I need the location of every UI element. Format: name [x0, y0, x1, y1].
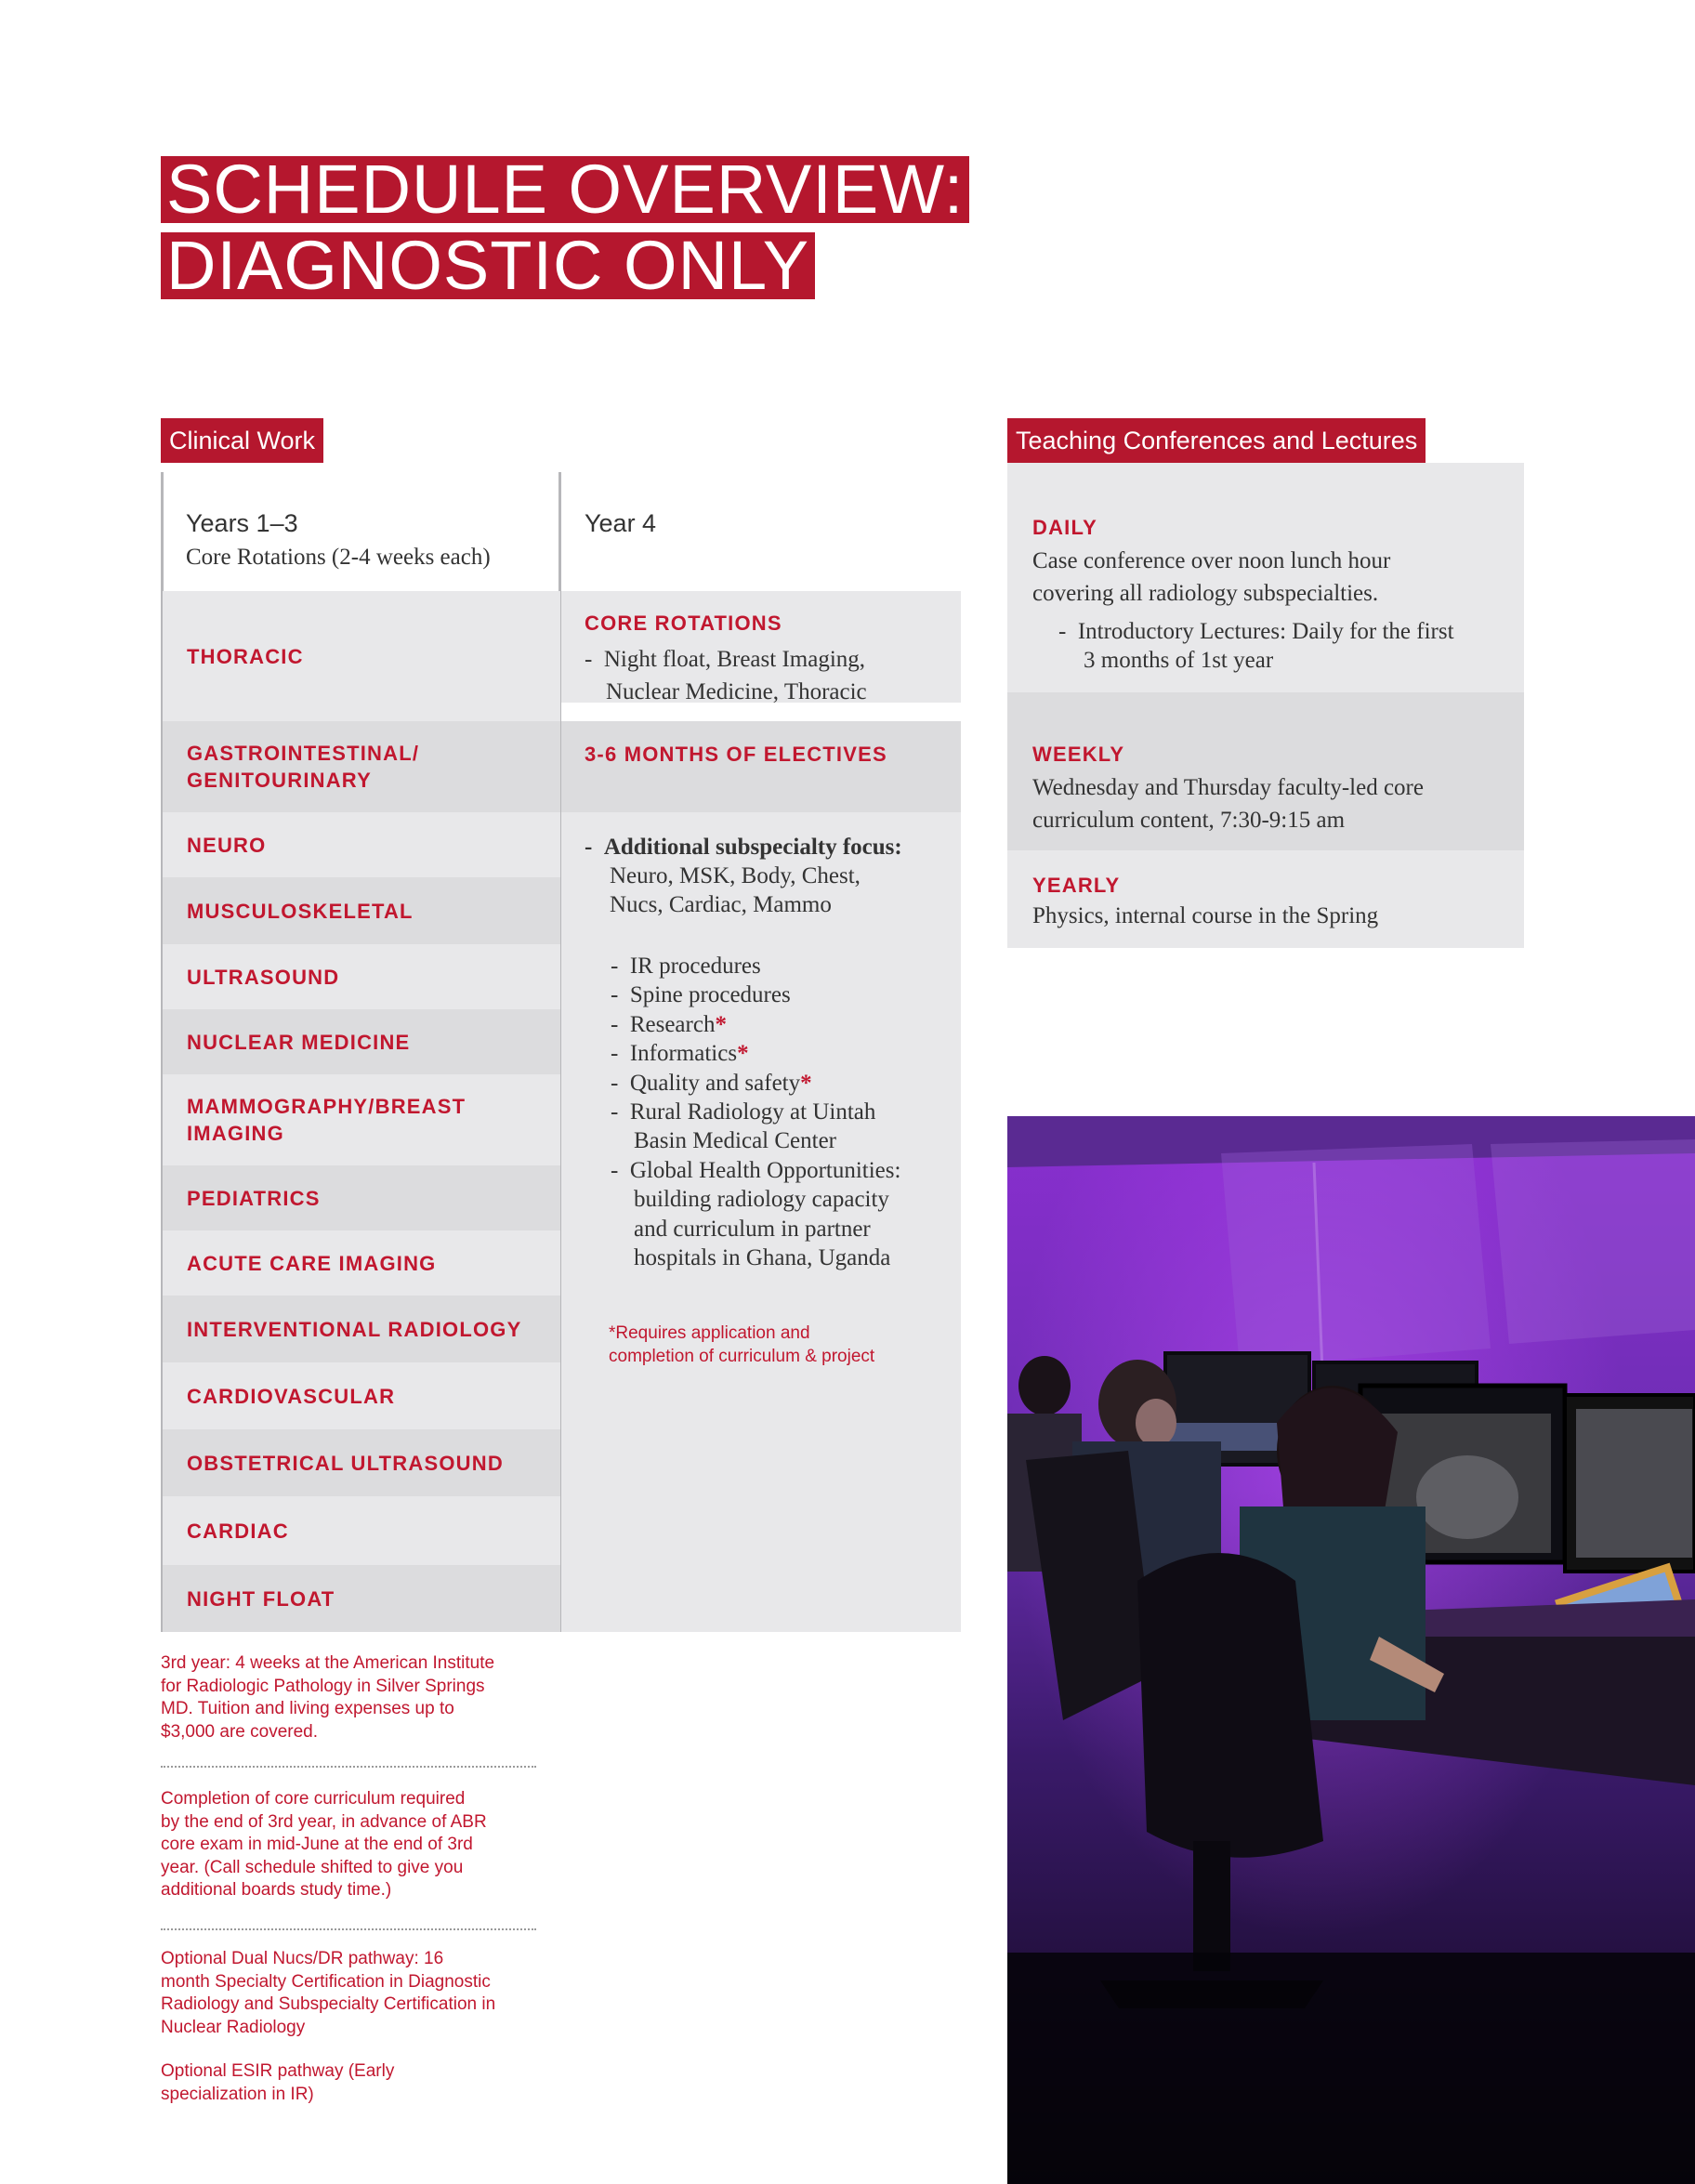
- electives-footnote: *Requires application and completion of curriculum & project: [609, 1323, 875, 1366]
- note-core-curriculum: Completion of core curriculum required by the end of 3rd year, in advance of ABR core exam in mid-June at the end of 3rd year. (Call schedule shifted to give you additional boards study time.): [161, 1789, 487, 1900]
- list-item: - Informatics*: [611, 1041, 749, 1067]
- rotation-pediatrics: PEDIATRICS: [163, 1165, 560, 1230]
- page-title-line-2: DIAGNOSTIC ONLY: [161, 232, 815, 299]
- list-item: - Rural Radiology at Uintah: [611, 1099, 876, 1125]
- year4-electives-header-bg: [561, 721, 961, 812]
- list-item: - Quality and safety*: [611, 1070, 812, 1096]
- yearly-heading: YEARLY: [1032, 874, 1121, 897]
- years-1-3-subheading: Core Rotations (2-4 weeks each): [186, 545, 491, 570]
- rotation-obstetrical-ultrasound: OBSTETRICAL ULTRASOUND: [163, 1429, 560, 1496]
- daily-heading: DAILY: [1032, 516, 1097, 539]
- divider: [161, 1928, 536, 1930]
- reading-room-photo: [1007, 1116, 1695, 2184]
- rotation-mammography: MAMMOGRAPHY/BREAST IMAGING: [163, 1074, 560, 1165]
- rotation-interventional: INTERVENTIONAL RADIOLOGY: [163, 1296, 560, 1362]
- rotation-musculoskeletal: MUSCULOSKELETAL: [163, 877, 560, 944]
- rotation-acute-care: ACUTE CARE IMAGING: [163, 1230, 560, 1296]
- list-item: - Spine procedures: [611, 982, 791, 1008]
- yearly-text: Physics, internal course in the Spring: [1032, 903, 1379, 928]
- note-esir-pathway: Optional ESIR pathway (Early specialization in IR): [161, 2061, 395, 2104]
- teaching-conferences-tag: Teaching Conferences and Lectures: [1007, 418, 1426, 463]
- rotation-thoracic: THORACIC: [163, 591, 560, 721]
- daily-text: Case conference over noon lunch hour covering all radiology subspecialties.: [1032, 548, 1391, 606]
- years-1-3-heading: Years 1–3: [186, 509, 298, 537]
- rotation-ultrasound: ULTRASOUND: [163, 944, 560, 1009]
- note-dual-nucs-pathway: Optional Dual Nucs/DR pathway: 16 month Specialty Certification in Diagnostic Radiology and Subspecialty Certification in Nuclear Radiology: [161, 1949, 496, 2037]
- list-item: - Research*: [611, 1011, 727, 1037]
- core-rotations-heading: CORE ROTATIONS: [585, 612, 782, 635]
- weekly-text: Wednesday and Thursday faculty-led core curriculum content, 7:30-9:15 am: [1032, 775, 1424, 833]
- list-item: - IR procedures: [611, 954, 761, 979]
- electives-heading: 3-6 MONTHS OF ELECTIVES: [585, 743, 887, 766]
- list-item: - Global Health Opportunities:: [611, 1157, 901, 1183]
- core-rotations-item: - Night float, Breast Imaging, Nuclear Medicine, Thoracic: [585, 647, 867, 704]
- rotation-neuro: NEURO: [163, 812, 560, 877]
- weekly-heading: WEEKLY: [1032, 743, 1125, 766]
- subspecialty-focus: - Additional subspecialty focus: Neuro, MSK, Body, Chest, Nucs, Cardiac, Mammo: [585, 835, 902, 917]
- page-title-line-1: SCHEDULE OVERVIEW:: [161, 156, 969, 223]
- divider: [161, 1766, 536, 1768]
- rotation-cardiovascular: CARDIOVASCULAR: [163, 1362, 560, 1429]
- note-pathology-institute: 3rd year: 4 weeks at the American Institute for Radiologic Pathology in Silver Springs MD. Tuition and living expenses up to $3,000 are covered.: [161, 1653, 495, 1742]
- rotation-night-float: NIGHT FLOAT: [163, 1565, 560, 1632]
- electives-list: - IR procedures - Spine procedures - Research* - Informatics* - Quality and safety* - Rural Radiology at Uintah Basin Medical Center - Global Health Opportunities: building radiology capacity and curriculum in partner hospitals in Ghana, Uganda: [611, 954, 901, 1271]
- year-4-heading: Year 4: [585, 509, 657, 537]
- rotation-nuclear-medicine: NUCLEAR MEDICINE: [163, 1009, 560, 1074]
- rotation-cardiac: CARDIAC: [163, 1496, 560, 1565]
- clinical-work-tag: Clinical Work: [161, 418, 323, 463]
- rotation-gi-gu: GASTROINTESTINAL/ GENITOURINARY: [163, 721, 560, 812]
- daily-subitem: - Introductory Lectures: Daily for the first 3 months of 1st year: [1058, 619, 1454, 673]
